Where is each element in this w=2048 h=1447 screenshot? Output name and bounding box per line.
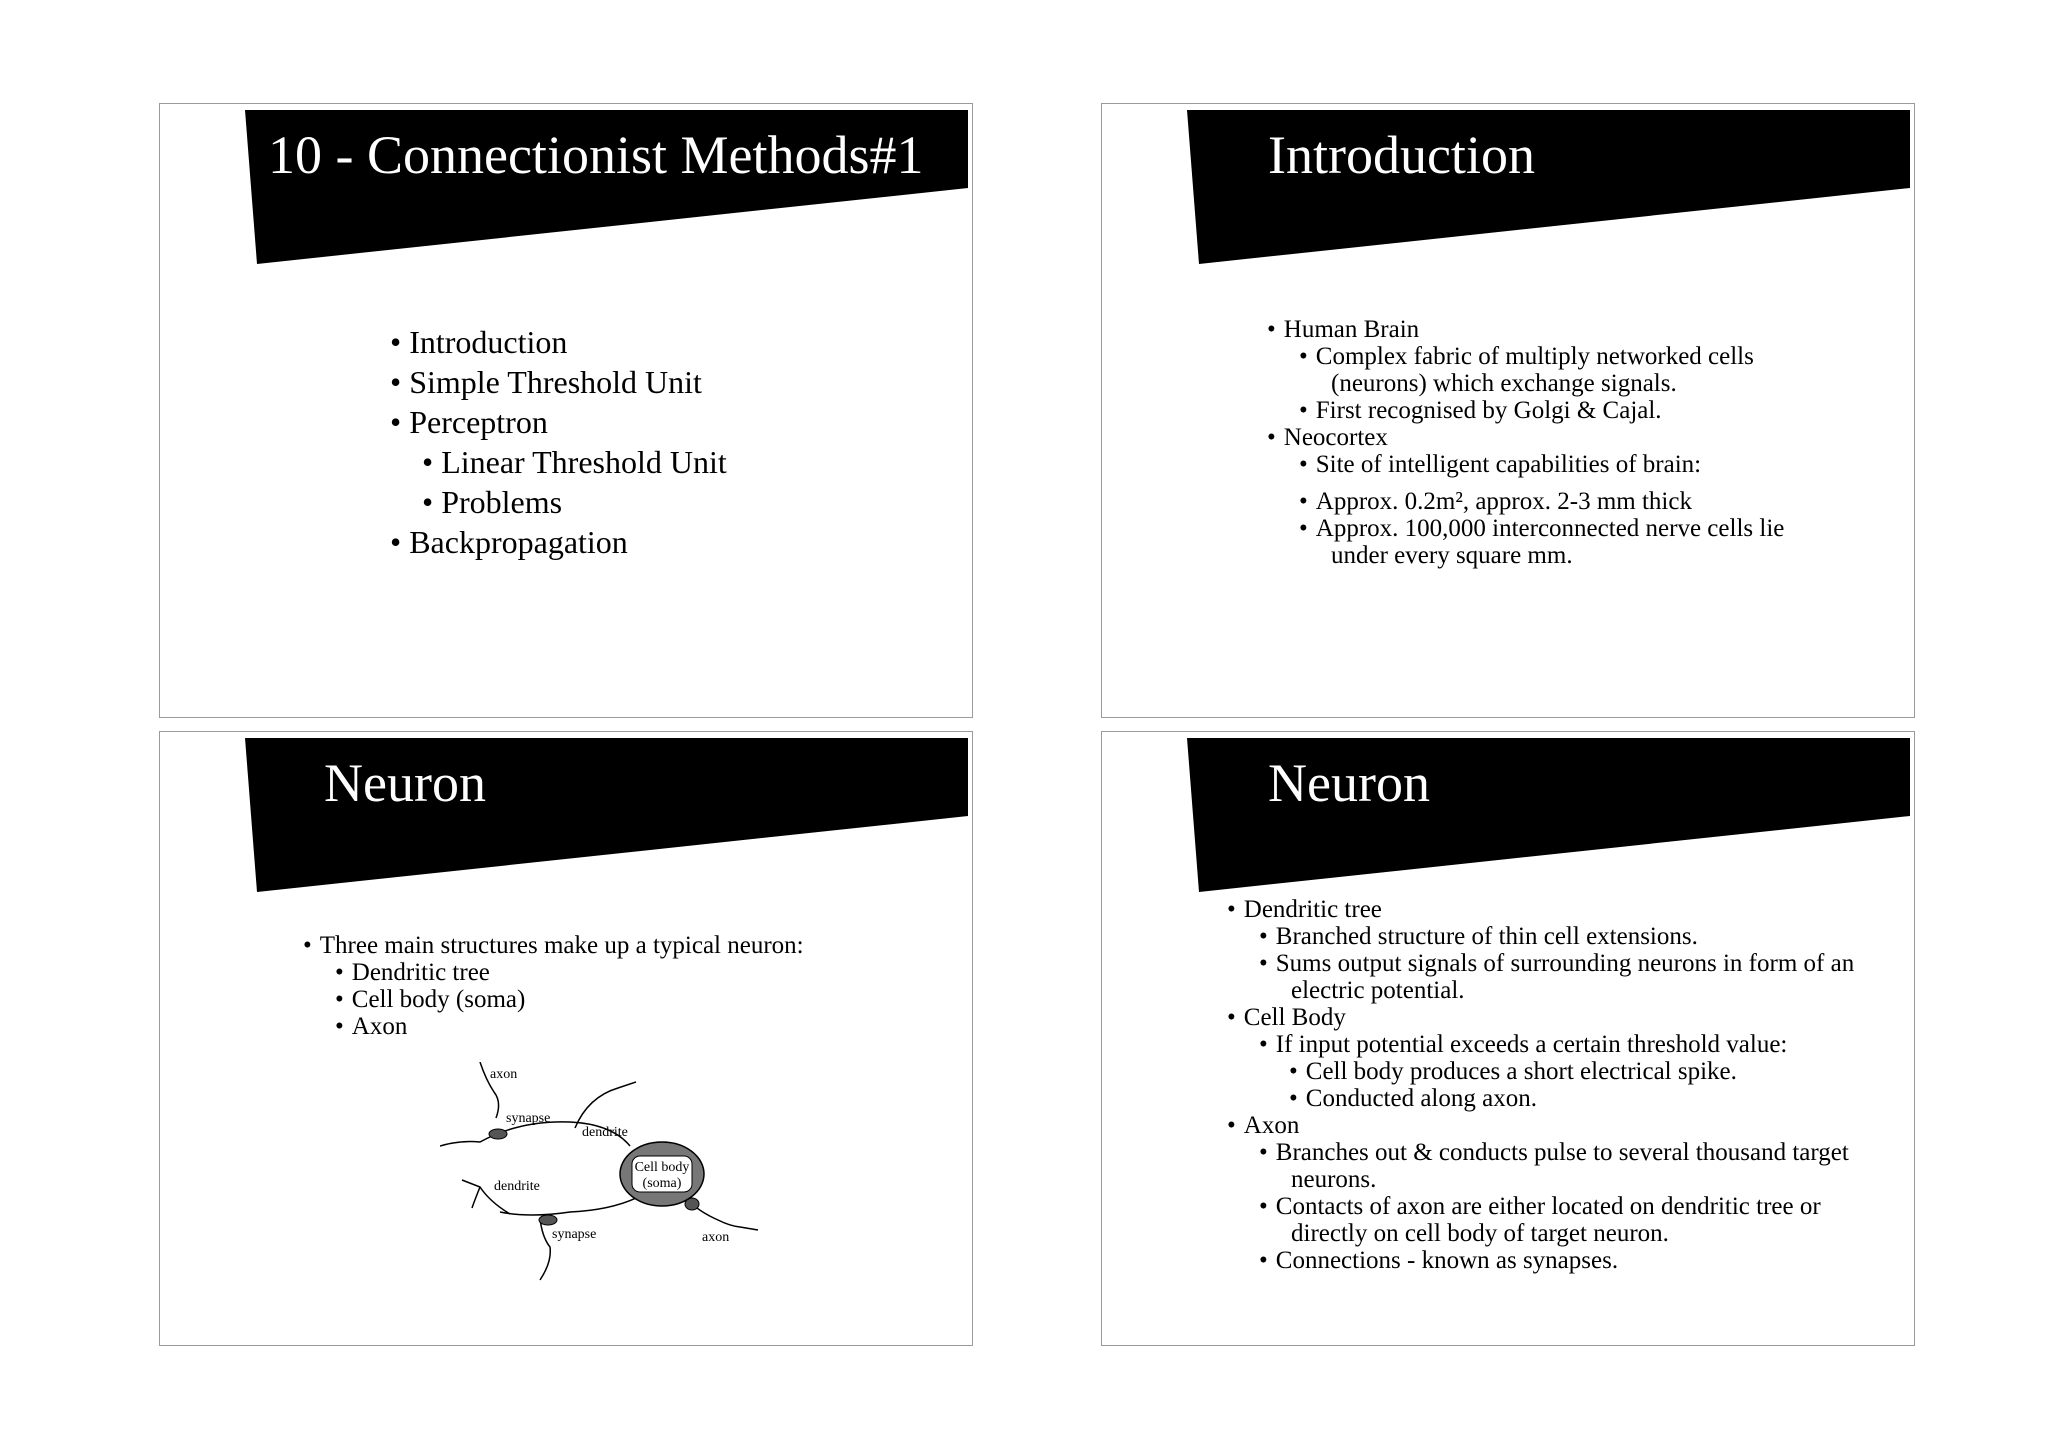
bullet-item: • Branched structure of thin cell extensions. [1227, 923, 1854, 950]
slide-title: Neuron [324, 753, 486, 813]
bullet-item: • Dendritic tree [1227, 896, 1854, 923]
slide-3 [159, 731, 973, 1346]
label-dendrite-left: dendrite [494, 1179, 540, 1194]
bullet-item: • Contacts of axon are either located on dendritic tree or [1227, 1193, 1854, 1220]
bullet-continuation: directly on cell body of target neuron. [1291, 1220, 1669, 1247]
bullet-item: • Linear Threshold Unit [390, 442, 727, 482]
bullet-item: • Cell body produces a short electrical spike. [1227, 1058, 1854, 1085]
bullet-continuation: under every square mm. [1331, 542, 1573, 569]
bullet-list [390, 322, 727, 562]
slide-title: Neuron [1268, 753, 1430, 813]
slide-1 [159, 103, 973, 718]
bullet-item: • Sums output signals of surrounding neurons in form of an [1227, 950, 1854, 977]
bullet-item: • Cell Body [1227, 1004, 1854, 1031]
bullet-item: • Perceptron [390, 402, 727, 442]
title-banner [160, 732, 973, 902]
label-synapse-bottom: synapse [552, 1227, 597, 1242]
bullet-item: • Three main structures make up a typical neuron: [303, 932, 804, 959]
label-dendrite-right: dendrite [582, 1125, 628, 1140]
neuron-diagram [440, 1062, 770, 1302]
bullet-item: • Simple Threshold Unit [390, 362, 727, 402]
slide-2 [1101, 103, 1915, 718]
bullet-continuation: (neurons) which exchange signals. [1331, 370, 1677, 397]
slide-title: Introduction [1268, 125, 1535, 185]
bullet-item: • Branches out & conducts pulse to several thousand target [1227, 1139, 1854, 1166]
bullet-item: • Axon [1227, 1112, 1854, 1139]
bullet-item: • Axon [303, 1013, 804, 1040]
bullet-item: • Neocortex [1267, 424, 1784, 451]
synapse-top-marker [489, 1129, 507, 1139]
bullet-item: • Problems [390, 482, 727, 522]
bullet-item: • Approx. 100,000 interconnected nerve cells lie [1267, 515, 1784, 542]
label-cell-body-2: (soma) [642, 1176, 682, 1191]
bullet-item: • Introduction [390, 322, 727, 362]
bullet-continuation: neurons. [1291, 1166, 1377, 1193]
bullet-list [1267, 316, 1784, 569]
bullet-list [1227, 896, 1854, 1274]
synapse-bottom-marker [539, 1215, 557, 1225]
bullet-item: • Approx. 0.2m², approx. 2-3 mm thick [1267, 488, 1784, 515]
bullet-item: • Conducted along axon. [1227, 1085, 1854, 1112]
title-banner [1102, 732, 1915, 902]
slide-4 [1101, 731, 1915, 1346]
slide-title: 10 - Connectionist Methods#1 [268, 125, 924, 185]
bullet-item: • Cell body (soma) [303, 986, 804, 1013]
label-axon-right: axon [702, 1230, 730, 1245]
label-axon-top: axon [490, 1067, 518, 1082]
bullet-continuation: electric potential. [1291, 977, 1465, 1004]
bullet-item: • Backpropagation [390, 522, 727, 562]
bullet-item: • Human Brain [1267, 316, 1784, 343]
bullet-item: • If input potential exceeds a certain threshold value: [1227, 1031, 1854, 1058]
bullet-item: • Connections - known as synapses. [1227, 1247, 1854, 1274]
label-cell-body-1: Cell body [634, 1160, 690, 1175]
bullet-item: • Complex fabric of multiply networked cells [1267, 343, 1784, 370]
bullet-item: • First recognised by Golgi & Cajal. [1267, 397, 1784, 424]
label-synapse-top: synapse [506, 1111, 551, 1126]
bullet-item: • Site of intelligent capabilities of brain: [1267, 451, 1784, 478]
bullet-list [303, 932, 804, 1040]
bullet-item: • Dendritic tree [303, 959, 804, 986]
